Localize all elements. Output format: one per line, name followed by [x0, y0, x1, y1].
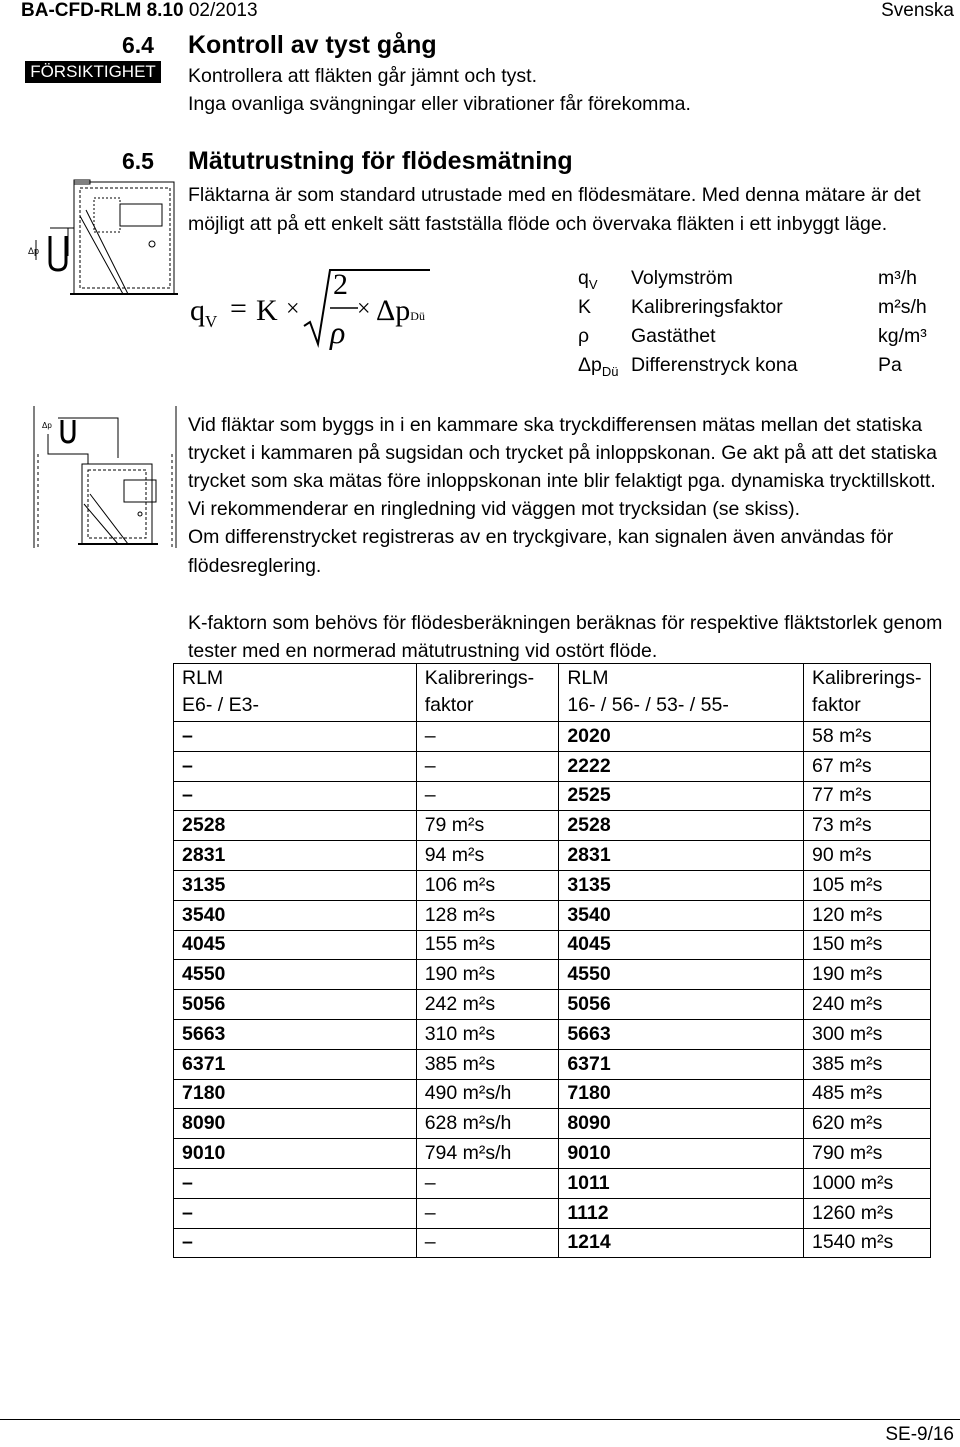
- table-cell: 2528: [559, 811, 804, 841]
- table-row: [174, 1049, 931, 1079]
- table-cell: 1260 m²s: [803, 1198, 930, 1228]
- legend-row-dp: [578, 354, 619, 379]
- table-cell: 1112: [559, 1198, 804, 1228]
- table-row: [174, 841, 931, 871]
- formula-times-1: ×: [286, 296, 300, 322]
- section-6-4-number: 6.4: [122, 32, 154, 58]
- table-cell: 94 m²s: [416, 841, 559, 871]
- table-cell: 6371: [559, 1049, 804, 1079]
- table-cell: 3135: [559, 870, 804, 900]
- table-cell: 9010: [559, 1139, 804, 1169]
- formula-q: q: [190, 294, 205, 327]
- table-cell: 5663: [174, 1019, 417, 1049]
- para1-line-5: Om differenstrycket registreras av en tryckgivare, kan signalen även användas för: [188, 526, 894, 548]
- legend-desc: Kalibreringsfaktor: [631, 296, 783, 318]
- table-cell: 490 m²s/h: [416, 1079, 559, 1109]
- legend-symbol-sub: V: [588, 276, 598, 292]
- dp-label-1: Δp: [28, 246, 40, 256]
- table-cell: 8090: [174, 1109, 417, 1139]
- table-cell: –: [416, 751, 559, 781]
- legend-symbol: Δp: [578, 354, 602, 376]
- table-cell: 190 m²s: [803, 960, 930, 990]
- table-cell: 3540: [559, 900, 804, 930]
- table-cell: –: [174, 751, 417, 781]
- doc-date: 02/2013: [188, 0, 258, 21]
- table-cell: –: [174, 1198, 417, 1228]
- doc-code: [21, 0, 258, 22]
- table-cell: 9010: [174, 1139, 417, 1169]
- table-cell: 1000 m²s: [803, 1168, 930, 1198]
- table-cell: –: [416, 781, 559, 811]
- formula-denominator: ρ: [330, 314, 346, 350]
- formula-dp: [376, 294, 425, 328]
- table-cell: 58 m²s: [803, 722, 930, 752]
- table-cell: 105 m²s: [803, 870, 930, 900]
- formula-k: K: [256, 294, 278, 327]
- section-6-4-title: Kontroll av tyst gång: [188, 31, 437, 59]
- table-cell: 385 m²s: [416, 1049, 559, 1079]
- header-line: RLM: [567, 667, 609, 689]
- table-row: [174, 960, 931, 990]
- table-cell: 150 m²s: [803, 930, 930, 960]
- table-cell: 3540: [174, 900, 417, 930]
- table-row: [174, 1198, 931, 1228]
- table-cell: 385 m²s: [803, 1049, 930, 1079]
- para1-line-3: trycket som ska mätas före inloppskonan inte blir felaktigt pga. dynamiska trycktillskott.: [188, 470, 936, 492]
- doc-code-text: BA-CFD-RLM 8.10: [21, 0, 184, 21]
- section-6-5-title: Mätutrustning för flödesmätning: [188, 147, 573, 175]
- legend-symbol: ρ: [578, 325, 590, 347]
- table-cell: 7180: [174, 1079, 417, 1109]
- table-header-row: [174, 664, 931, 722]
- para1-line-1: Vid fläktar som byggs in i en kammare ska tryckdifferensen mätas mellan det statiska: [188, 414, 923, 436]
- legend-row-qv: [578, 267, 598, 292]
- legend-symbol: q: [578, 267, 589, 289]
- table-cell: 242 m²s: [416, 990, 559, 1020]
- para2-line-1: K-faktorn som behövs för flödesberäkningen beräknas för respektive fläktstorlek genom: [188, 612, 943, 634]
- para2-line-2: tester med en normerad mätutrustning vid ostört flöde.: [188, 640, 658, 662]
- table-row: [174, 1139, 931, 1169]
- legend-desc: Volymström: [631, 267, 733, 289]
- table-row: [174, 1168, 931, 1198]
- footer-divider: [0, 1419, 960, 1420]
- table-cell: 77 m²s: [803, 781, 930, 811]
- table-cell: –: [174, 1168, 417, 1198]
- table-cell: 4045: [559, 930, 804, 960]
- formula-equals: =: [230, 292, 247, 325]
- header-line: faktor: [811, 694, 861, 716]
- table-cell: 3135: [174, 870, 417, 900]
- legend-symbol: K: [578, 296, 592, 318]
- table-cell: 67 m²s: [803, 751, 930, 781]
- table-row: [174, 930, 931, 960]
- table-cell: 128 m²s: [416, 900, 559, 930]
- table-cell: –: [416, 1198, 559, 1228]
- section-6-5-line-2: möjligt att på ett enkelt sätt fastställa flöde och övervaka fläkten i ett inbyggt läge.: [188, 213, 888, 235]
- header-kfactor-1: [416, 664, 559, 722]
- table-cell: 79 m²s: [416, 811, 559, 841]
- table-cell: 310 m²s: [416, 1019, 559, 1049]
- table-row: [174, 781, 931, 811]
- legend-unit: Pa: [878, 354, 902, 376]
- header-line: faktor: [424, 694, 474, 716]
- table-row: [174, 870, 931, 900]
- table-cell: 90 m²s: [803, 841, 930, 871]
- legend-unit: m³/h: [878, 267, 917, 289]
- caution-badge: FÖRSIKTIGHET: [25, 61, 161, 83]
- para1-line-6: flödesreglering.: [188, 555, 322, 577]
- table-cell: 73 m²s: [803, 811, 930, 841]
- table-row: [174, 1079, 931, 1109]
- legend-desc: Gastäthet: [631, 325, 716, 347]
- table-cell: 620 m²s: [803, 1109, 930, 1139]
- formula-dp-symbol: Δp: [376, 294, 411, 327]
- legend-unit: kg/m³: [878, 325, 927, 347]
- table-row: [174, 811, 931, 841]
- table-cell: 628 m²s/h: [416, 1109, 559, 1139]
- legend-symbol-sub: Dü: [601, 363, 619, 379]
- table-cell: –: [174, 781, 417, 811]
- table-cell: 2831: [559, 841, 804, 871]
- table-cell: 190 m²s: [416, 960, 559, 990]
- section-6-5-number: 6.5: [122, 148, 154, 174]
- table-cell: –: [416, 1228, 559, 1258]
- header-kfactor-2: [803, 664, 930, 722]
- language-label: Svenska: [881, 0, 954, 21]
- table-cell: 485 m²s: [803, 1079, 930, 1109]
- formula-numerator: 2: [333, 268, 348, 301]
- table-cell: 5663: [559, 1019, 804, 1049]
- formula-lhs: [190, 294, 217, 332]
- table-cell: –: [416, 722, 559, 752]
- table-row: [174, 990, 931, 1020]
- table-cell: 8090: [559, 1109, 804, 1139]
- table-cell: –: [174, 1228, 417, 1258]
- table-cell: 4550: [174, 960, 417, 990]
- section-6-5-line-1: Fläktarna är som standard utrustade med en flödesmätare. Med denna mätare är det: [188, 184, 921, 206]
- header-line: E6- / E3-: [182, 694, 259, 716]
- header-line: RLM: [182, 667, 224, 689]
- formula-q-sub: V: [205, 312, 218, 331]
- chamber-fan-illustration: [28, 404, 178, 550]
- header-line: Kalibrerings-: [424, 667, 535, 689]
- table-row: [174, 900, 931, 930]
- table-cell: 106 m²s: [416, 870, 559, 900]
- table-cell: 2528: [174, 811, 417, 841]
- table-cell: 4550: [559, 960, 804, 990]
- dp-label-2: Δp: [42, 421, 52, 430]
- legend-desc: Differenstryck kona: [631, 354, 798, 376]
- legend-unit: m²s/h: [878, 296, 927, 318]
- table-cell: 2222: [559, 751, 804, 781]
- table-cell: 4045: [174, 930, 417, 960]
- table-cell: 790 m²s: [803, 1139, 930, 1169]
- table-cell: 5056: [174, 990, 417, 1020]
- header-rlm-16: [559, 664, 804, 722]
- table-row: [174, 1019, 931, 1049]
- table-cell: 1011: [559, 1168, 804, 1198]
- table-cell: 2020: [559, 722, 804, 752]
- table-cell: 120 m²s: [803, 900, 930, 930]
- header-line: Kalibrerings-: [811, 667, 922, 689]
- table-row: [174, 1109, 931, 1139]
- table-row: [174, 722, 931, 752]
- table-cell: 794 m²s/h: [416, 1139, 559, 1169]
- header-line: 16- / 56- / 53- / 55-: [567, 694, 729, 716]
- section-6-4-line-2: Inga ovanliga svängningar eller vibrationer får förekomma.: [188, 93, 691, 115]
- k-factor-table: [173, 663, 931, 1258]
- table-cell: 2525: [559, 781, 804, 811]
- table-cell: –: [416, 1168, 559, 1198]
- section-6-4-line-1: Kontrollera att fläkten går jämnt och tyst.: [188, 65, 538, 87]
- header-rlm-e6: [174, 664, 417, 722]
- flow-formula: [190, 262, 440, 357]
- table-cell: 2831: [174, 841, 417, 871]
- table-cell: 1540 m²s: [803, 1228, 930, 1258]
- table-cell: 6371: [174, 1049, 417, 1079]
- table-cell: 1214: [559, 1228, 804, 1258]
- table-cell: 300 m²s: [803, 1019, 930, 1049]
- formula-times-2: ×: [357, 296, 371, 322]
- formula-dp-sub: Dü: [410, 309, 425, 323]
- table-cell: 7180: [559, 1079, 804, 1109]
- table-cell: 5056: [559, 990, 804, 1020]
- fan-flow-meter-illustration: [28, 176, 178, 300]
- table-row: [174, 751, 931, 781]
- table-cell: –: [174, 722, 417, 752]
- para1-line-4: Vi rekommenderar en ringledning vid väggen mot trycksidan (se skiss).: [188, 498, 800, 520]
- table-cell: 240 m²s: [803, 990, 930, 1020]
- page-number: SE-9/16: [885, 1424, 954, 1445]
- para1-line-2: trycket i kammaren på sugsidan och trycket på inloppskonan. Ge akt på att det statiska: [188, 442, 937, 464]
- symbol-legend: [578, 267, 938, 383]
- table-row: [174, 1228, 931, 1258]
- table-cell: 155 m²s: [416, 930, 559, 960]
